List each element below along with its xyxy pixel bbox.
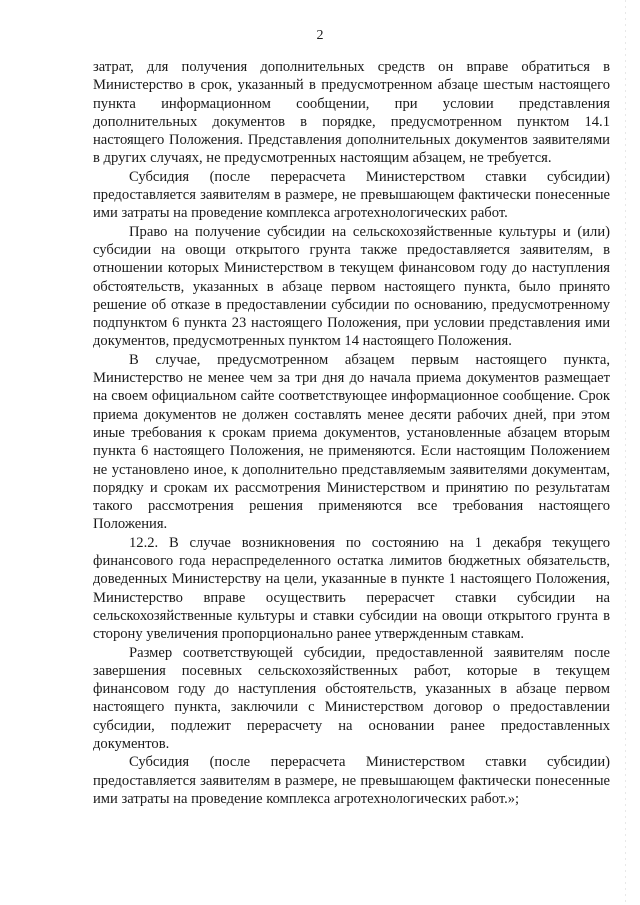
paragraph-subsidy-limit: Субсидия (после перерасчета Министерством ставки субсидии) предоставляется заявителям в размере, не превышающем фактически понесенные ими затраты на проведение комплекса агротехнологических работ. (93, 168, 610, 222)
paragraph-subsidy-limit-final: Субсидия (после перерасчета Министерством ставки субсидии) предоставляется заявителям в размере, не превышающем фактически понесенные ими затраты на проведение комплекса агротехнологических работ.»; (93, 754, 610, 807)
paragraph-clause-12-2: 12.2. В случае возникновения по состоянию на 1 декабря текущего финансового года нераспределенного остатка лимитов бюджетных обязательств, доведенных Министерству на цели, указанные в пункте 1 настоящего Положения, Министерство вправе осуществить перерасчет ставки субсидии на сельскохозяйственные культуры и ставки субсидии на овощи открытого грунта в сторону увеличения пропорционально ранее утвержденным ставкам. (93, 534, 610, 643)
paragraph-right-to-subsidy: Право на получение субсидии на сельскохозяйственные культуры и (или) субсидии на овощи открытого грунта также предоставляется заявителям, в отношении которых Министерством в текущем финансовом году до наступления обстоятельств, указанных в абзаце первом настоящего пункта, было принято решение об отказе в предоставлении субсидии по основанию, предусмотренному подпунктом 6 пункта 23 настоящего Положения, при условии представления ими документов, предусмотренных пунктом 14 настоящего Положения. (93, 223, 610, 350)
scan-edge-artifact (625, 0, 626, 905)
page-number: 2 (316, 28, 324, 43)
document-body (93, 58, 610, 808)
paragraph-continuation: затрат, для получения дополнительных средств он вправе обратиться в Министерство в срок, указанный в предусмотренном абзаце шестым настоящего пункта информационном сообщении, при условии представления дополнительных документов в порядке, предусмотренном пунктом 14.1 настоящего Положения. Представления дополнительных документов заявителями в других случаях, не предусмотренных настоящим абзацем, не требуется. (93, 59, 610, 167)
paragraph-recalculation: Размер соответствующей субсидии, предоставленной заявителям после завершения посевных сельскохозяйственных работ, которые в текущем финансовом году до наступления обстоятельств, указанных в абзаце первом настоящего пункта, заключили с Министерством договор о предоставлении субсидии, подлежит перерасчету на основании ранее предоставленных документов. (93, 644, 610, 752)
paragraph-announcement: В случае, предусмотренном абзацем первым настоящего пункта, Министерство не менее чем за три дня до начала приема документов размещает на своем официальном сайте соответствующее информационное сообщение. Срок приема документов не должен составлять менее десяти рабочих дней, при этом иные требования к срокам приема документов, установленные абзацем вторым пункта 6 настоящего Положения, не применяются. Если настоящим Положением не установлено иное, к дополнительно представляемым заявителями документам, порядку и срокам их рассмотрения Министерством и принятию по результатам такого рассмотрения решения применяются все требования настоящего Положения. (93, 351, 610, 533)
